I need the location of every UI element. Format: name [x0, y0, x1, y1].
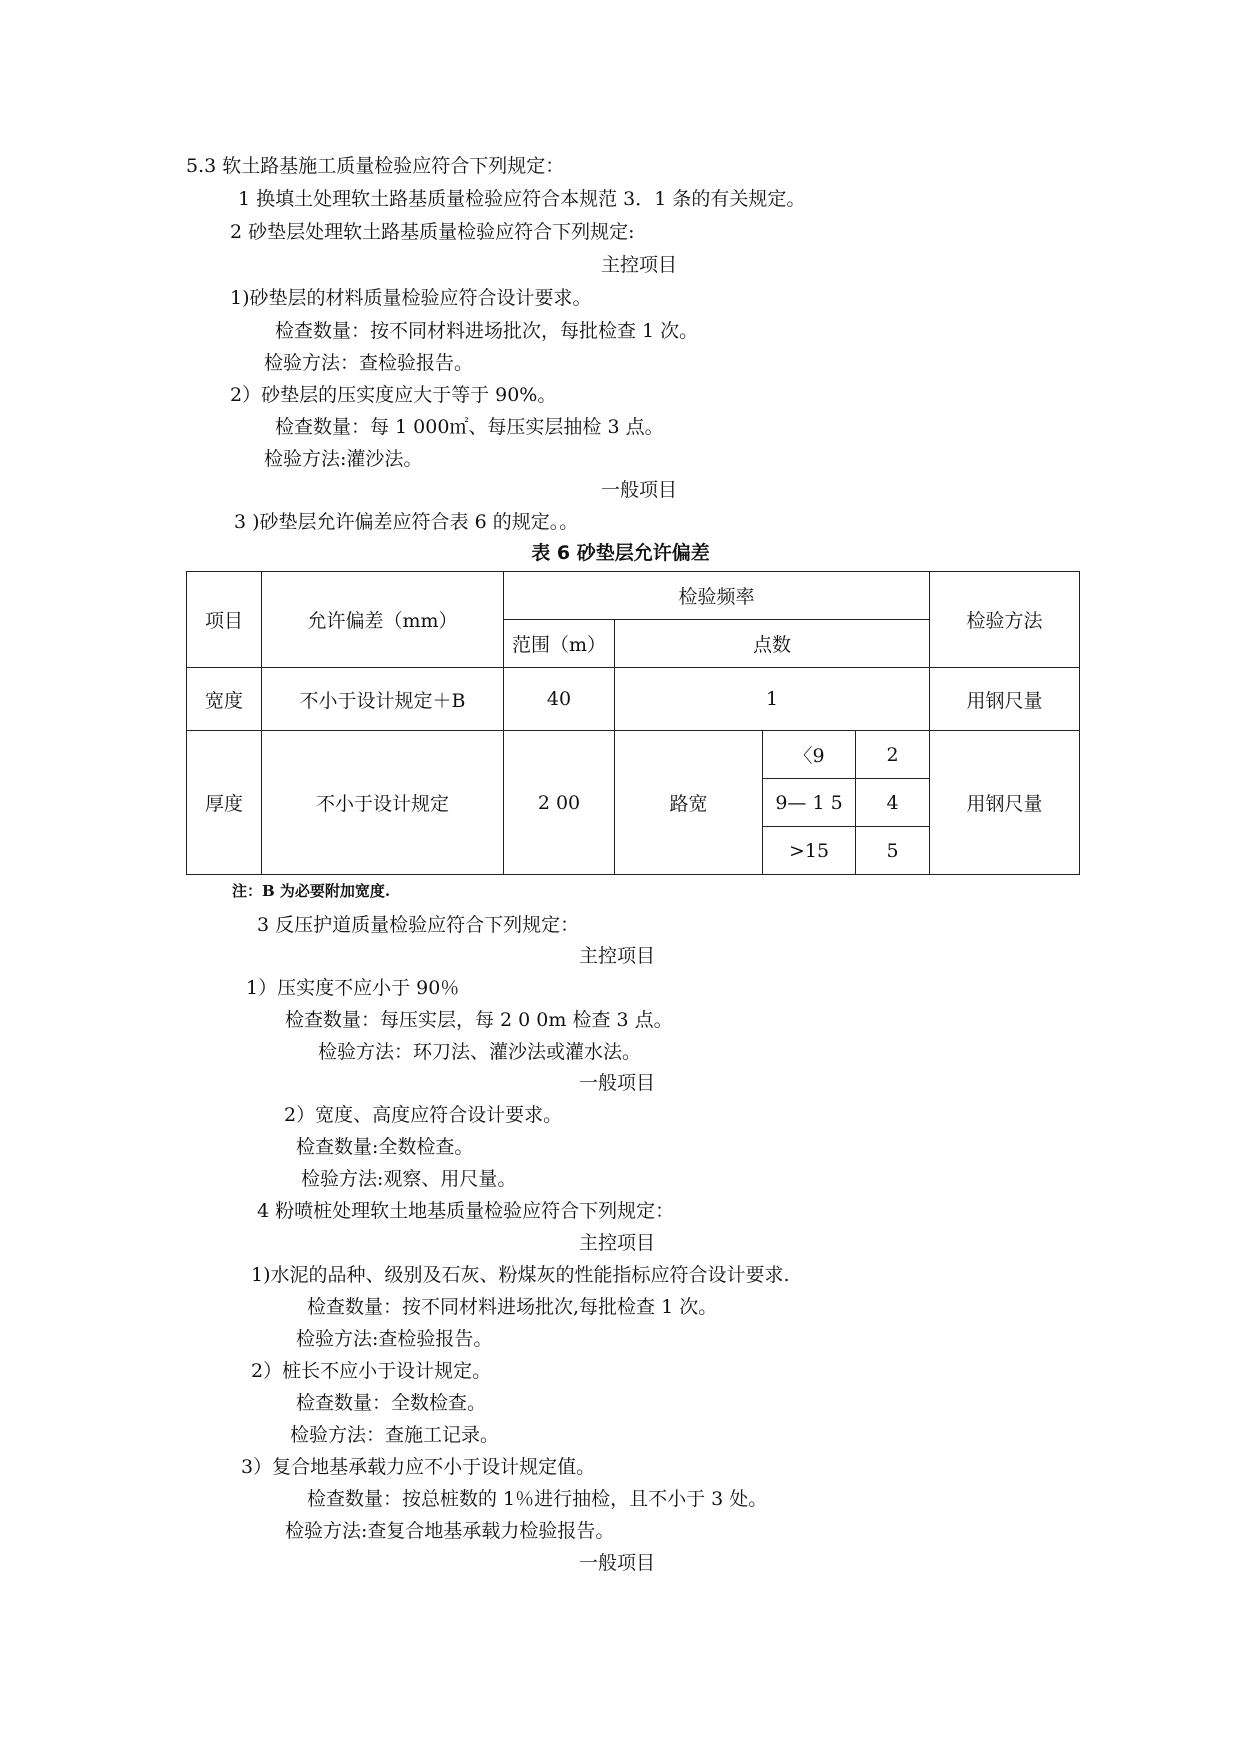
table-6 — [186, 571, 1080, 875]
s4-capacity-qty: 检查数量：按总桩数的 1％进行抽检，且不小于 3 处。 — [307, 1488, 768, 1510]
table-row — [187, 731, 1080, 779]
item-1-text: 1 换填土处理软土路基质量检验应符合本规范 3．1 条的有关规定。 — [238, 188, 806, 210]
s4-capacity-text: 3）复合地基承载力应不小于设计规定值。 — [241, 1456, 596, 1478]
sand-material-text: 1)砂垫层的材料质量检验应符合设计要求。 — [230, 287, 592, 309]
header-method: 检验方法 — [930, 572, 1080, 668]
cell-width-tolerance: 不小于设计规定＋B — [262, 668, 504, 731]
header-tolerance: 允许偏差（mm） — [262, 572, 504, 668]
cell-cond: 9— 1 5 — [763, 779, 856, 827]
sand-compaction-qty: 检查数量：每 1 000㎡、每压实层抽检 3 点。 — [275, 416, 664, 438]
sand-material-method: 检验方法：查检验报告。 — [264, 352, 474, 374]
cell-width-item: 宽度 — [187, 668, 262, 731]
s3-compaction-qty: 检查数量：每压实层，每 2 0 0m 检查 3 点。 — [285, 1009, 673, 1031]
s3-width-method: 检验方法:观察、用尺量。 — [301, 1168, 517, 1190]
s4-cement-qty: 检查数量：按不同材料进场批次,每批检查 1 次。 — [307, 1296, 718, 1318]
s4-cement-method: 检验方法:查检验报告。 — [296, 1328, 493, 1350]
header-frequency: 检验频率 — [504, 572, 930, 620]
cell-thickness-range: 2 00 — [504, 731, 615, 875]
item-2-text: 2 砂垫层处理软土路基质量检验应符合下列规定: — [230, 221, 635, 243]
cell-cond: 〈9 — [763, 731, 856, 779]
cell-width-points: 1 — [615, 668, 930, 731]
cell-thickness-item: 厚度 — [187, 731, 262, 875]
header-points: 点数 — [615, 620, 930, 668]
s4-capacity-method: 检验方法:查复合地基承载力检验报告。 — [285, 1520, 615, 1542]
s3-width-qty: 检查数量:全数检查。 — [296, 1136, 474, 1158]
section-3-heading: 3 反压护道质量检验应符合下列规定： — [257, 914, 580, 936]
section-heading-5-3: 5.3 软土路基施工质量检验应符合下列规定： — [186, 155, 565, 177]
cell-road-width: 路宽 — [615, 731, 763, 875]
cell-pts: 4 — [856, 779, 930, 827]
cell-pts: 2 — [856, 731, 930, 779]
cell-thickness-method: 用钢尺量 — [930, 731, 1080, 875]
table-6-caption: 表 6 砂垫层允许偏差 — [531, 542, 710, 564]
header-item: 项目 — [187, 572, 262, 668]
s3-compaction-method: 检验方法：环刀法、灌沙法或灌水法。 — [318, 1041, 642, 1063]
sand-compaction-text: 2）砂垫层的压实度应大于等于 90%。 — [230, 384, 557, 406]
table-note: 注：B 为必要附加宽度. — [232, 882, 391, 900]
sand-material-qty: 检查数量：按不同材料进场批次，每批检查 1 次。 — [275, 320, 699, 342]
cell-width-method: 用钢尺量 — [930, 668, 1080, 731]
cell-pts: 5 — [856, 827, 930, 875]
s4-length-method: 检验方法：查施工记录。 — [290, 1424, 500, 1446]
cell-width-range: 40 — [504, 668, 615, 731]
s3-width-text: 2）宽度、高度应符合设计要求。 — [284, 1104, 563, 1126]
s4-length-qty: 检查数量：全数检查。 — [296, 1392, 487, 1414]
cell-cond: >15 — [763, 827, 856, 875]
table-row — [187, 668, 1080, 731]
cell-thickness-tolerance: 不小于设计规定 — [262, 731, 504, 875]
section-4-heading: 4 粉喷桩处理软土地基质量检验应符合下列规定： — [257, 1200, 675, 1222]
sand-tolerance-text: 3 )砂垫层允许偏差应符合表 6 的规定。。 — [234, 511, 579, 533]
s3-compaction-text: 1）压实度不应小于 90％ — [246, 977, 460, 999]
s4-length-text: 2）桩长不应小于设计规定。 — [251, 1360, 492, 1382]
header-range: 范围（m） — [504, 620, 615, 668]
s4-cement-text: 1)水泥的品种、级别及石灰、粉煤灰的性能指标应符合设计要求. — [251, 1264, 790, 1286]
sand-compaction-method: 检验方法:灌沙法。 — [264, 448, 423, 470]
